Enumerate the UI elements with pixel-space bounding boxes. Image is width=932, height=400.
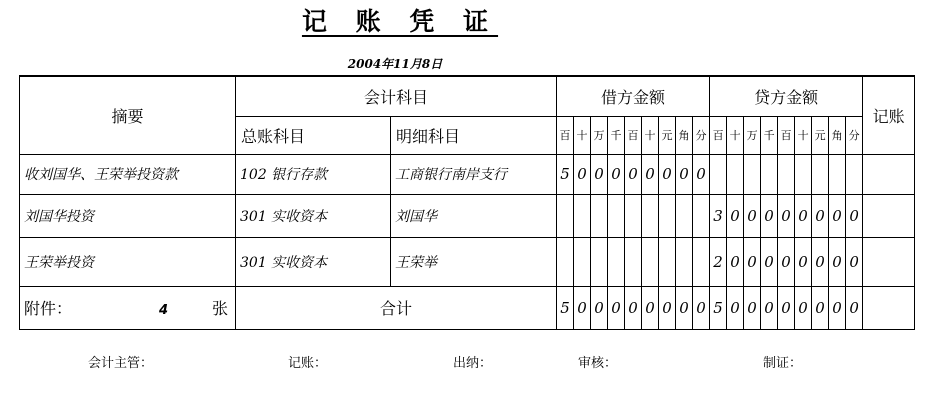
posted-header: 记账	[863, 76, 915, 154]
debit-digit-cell	[608, 237, 625, 286]
credit-digit-cell: 0	[846, 194, 863, 237]
credit-digit-cell	[761, 154, 778, 194]
debit-digit-cell: 0	[574, 154, 591, 194]
debit-digit-cell: 0	[608, 154, 625, 194]
total-credit-digit: 0	[727, 286, 744, 329]
attachment-count: 4	[158, 303, 169, 318]
debit-digit-cell: 0	[676, 154, 693, 194]
credit-digit-cell	[710, 154, 727, 194]
debit-digit-unit-header: 十	[574, 116, 591, 154]
row-detail-account: 工商银行南岸支行	[391, 154, 557, 194]
debit-digit-cell	[676, 237, 693, 286]
credit-digit-unit-header: 千	[761, 116, 778, 154]
credit-digit-cell	[829, 154, 846, 194]
debit-digit-cell	[625, 194, 642, 237]
debit-digit-cell	[659, 194, 676, 237]
debit-digit-cell	[591, 194, 608, 237]
debit-digit-cell: 0	[693, 154, 710, 194]
credit-digit-cell: 0	[778, 237, 795, 286]
credit-digit-cell: 0	[761, 237, 778, 286]
debit-digit-cell	[693, 237, 710, 286]
row-summary: 收刘国华、王荣举投资款	[20, 154, 236, 194]
debit-digit-cell	[557, 237, 574, 286]
total-debit-digit: 0	[608, 286, 625, 329]
credit-digit-cell	[812, 154, 829, 194]
supervisor-label: 会计主管：	[88, 356, 154, 371]
credit-digit-cell: 3	[710, 194, 727, 237]
credit-digit-unit-header: 十	[727, 116, 744, 154]
credit-digit-unit-header: 元	[812, 116, 829, 154]
row-detail-account: 刘国华	[391, 194, 557, 237]
credit-digit-cell: 0	[744, 237, 761, 286]
total-label: 合计	[236, 286, 557, 329]
row-general-account: 301 实收资本	[236, 237, 391, 286]
row-detail-account: 王荣举	[391, 237, 557, 286]
credit-digit-cell	[727, 154, 744, 194]
total-credit-digit: 0	[761, 286, 778, 329]
credit-digit-cell: 0	[795, 194, 812, 237]
debit-digit-cell	[591, 237, 608, 286]
total-debit-digit: 0	[676, 286, 693, 329]
voucher-table	[19, 75, 915, 330]
row-general-account: 102 银行存款	[236, 154, 391, 194]
debit-digit-unit-header: 十	[642, 116, 659, 154]
credit-digit-cell: 0	[829, 237, 846, 286]
credit-digit-cell	[846, 154, 863, 194]
debit-digit-cell: 5	[557, 154, 574, 194]
total-credit-digit: 0	[744, 286, 761, 329]
credit-digit-cell: 0	[778, 194, 795, 237]
credit-digit-cell: 0	[846, 237, 863, 286]
attachment-cell	[20, 286, 236, 329]
debit-digit-cell	[642, 194, 659, 237]
posted-mark-cell	[863, 194, 915, 237]
credit-digit-unit-header: 角	[829, 116, 846, 154]
detail-account-header: 明细科目	[391, 116, 557, 154]
summary-header: 摘要	[20, 76, 236, 154]
preparer-label: 制证：	[763, 356, 803, 371]
total-credit-digit: 0	[829, 286, 846, 329]
debit-digit-cell	[608, 194, 625, 237]
debit-digit-cell: 0	[642, 154, 659, 194]
debit-digit-unit-header: 千	[608, 116, 625, 154]
total-credit-digit: 0	[778, 286, 795, 329]
total-debit-digit: 0	[591, 286, 608, 329]
debit-digit-cell	[642, 237, 659, 286]
credit-digit-cell: 0	[727, 194, 744, 237]
total-credit-digit: 0	[812, 286, 829, 329]
debit-digit-cell	[693, 194, 710, 237]
credit-digit-cell: 2	[710, 237, 727, 286]
bookkeeper-label: 记账：	[288, 356, 328, 371]
credit-digit-cell	[795, 154, 812, 194]
credit-digit-cell: 0	[812, 194, 829, 237]
attachment-unit: 张	[212, 299, 229, 318]
credit-digit-cell	[744, 154, 761, 194]
voucher-date: 2004年11月8日	[347, 57, 443, 71]
debit-digit-cell	[659, 237, 676, 286]
credit-digit-unit-header: 百	[778, 116, 795, 154]
total-debit-digit: 0	[625, 286, 642, 329]
debit-digit-cell	[557, 194, 574, 237]
total-debit-digit: 0	[642, 286, 659, 329]
account-subjects-header: 会计科目	[236, 76, 557, 116]
row-general-account: 301 实收资本	[236, 194, 391, 237]
credit-digit-cell: 0	[812, 237, 829, 286]
posted-mark-cell	[863, 154, 915, 194]
total-posted-cell	[863, 286, 915, 329]
posted-mark-cell	[863, 237, 915, 286]
credit-amount-header: 贷方金额	[710, 76, 863, 116]
total-credit-digit: 0	[846, 286, 863, 329]
credit-digit-unit-header: 万	[744, 116, 761, 154]
debit-digit-unit-header: 分	[693, 116, 710, 154]
debit-digit-unit-header: 百	[557, 116, 574, 154]
credit-digit-unit-header: 百	[710, 116, 727, 154]
total-debit-digit: 0	[693, 286, 710, 329]
debit-digit-unit-header: 元	[659, 116, 676, 154]
total-debit-digit: 5	[557, 286, 574, 329]
credit-digit-cell: 0	[795, 237, 812, 286]
attachment-label: 附件：	[24, 299, 73, 318]
total-credit-digit: 5	[710, 286, 727, 329]
debit-digit-cell	[574, 237, 591, 286]
credit-digit-unit-header: 十	[795, 116, 812, 154]
total-debit-digit: 0	[659, 286, 676, 329]
debit-digit-cell	[625, 237, 642, 286]
credit-digit-cell	[778, 154, 795, 194]
debit-digit-cell	[574, 194, 591, 237]
debit-digit-cell: 0	[591, 154, 608, 194]
debit-digit-unit-header: 百	[625, 116, 642, 154]
cashier-label: 出纳：	[453, 356, 493, 371]
general-ledger-header: 总账科目	[236, 116, 391, 154]
debit-digit-unit-header: 万	[591, 116, 608, 154]
credit-digit-cell: 0	[829, 194, 846, 237]
total-credit-digit: 0	[795, 286, 812, 329]
reviewer-label: 审核：	[578, 356, 618, 371]
row-summary: 刘国华投资	[20, 194, 236, 237]
total-debit-digit: 0	[574, 286, 591, 329]
credit-digit-unit-header: 分	[846, 116, 863, 154]
debit-digit-cell: 0	[625, 154, 642, 194]
row-summary: 王荣举投资	[20, 237, 236, 286]
credit-digit-cell: 0	[744, 194, 761, 237]
voucher-title: 记 账 凭 证	[301, 7, 499, 36]
credit-digit-cell: 0	[761, 194, 778, 237]
debit-amount-header: 借方金额	[557, 76, 710, 116]
debit-digit-cell	[676, 194, 693, 237]
credit-digit-cell: 0	[727, 237, 744, 286]
debit-digit-unit-header: 角	[676, 116, 693, 154]
debit-digit-cell: 0	[659, 154, 676, 194]
